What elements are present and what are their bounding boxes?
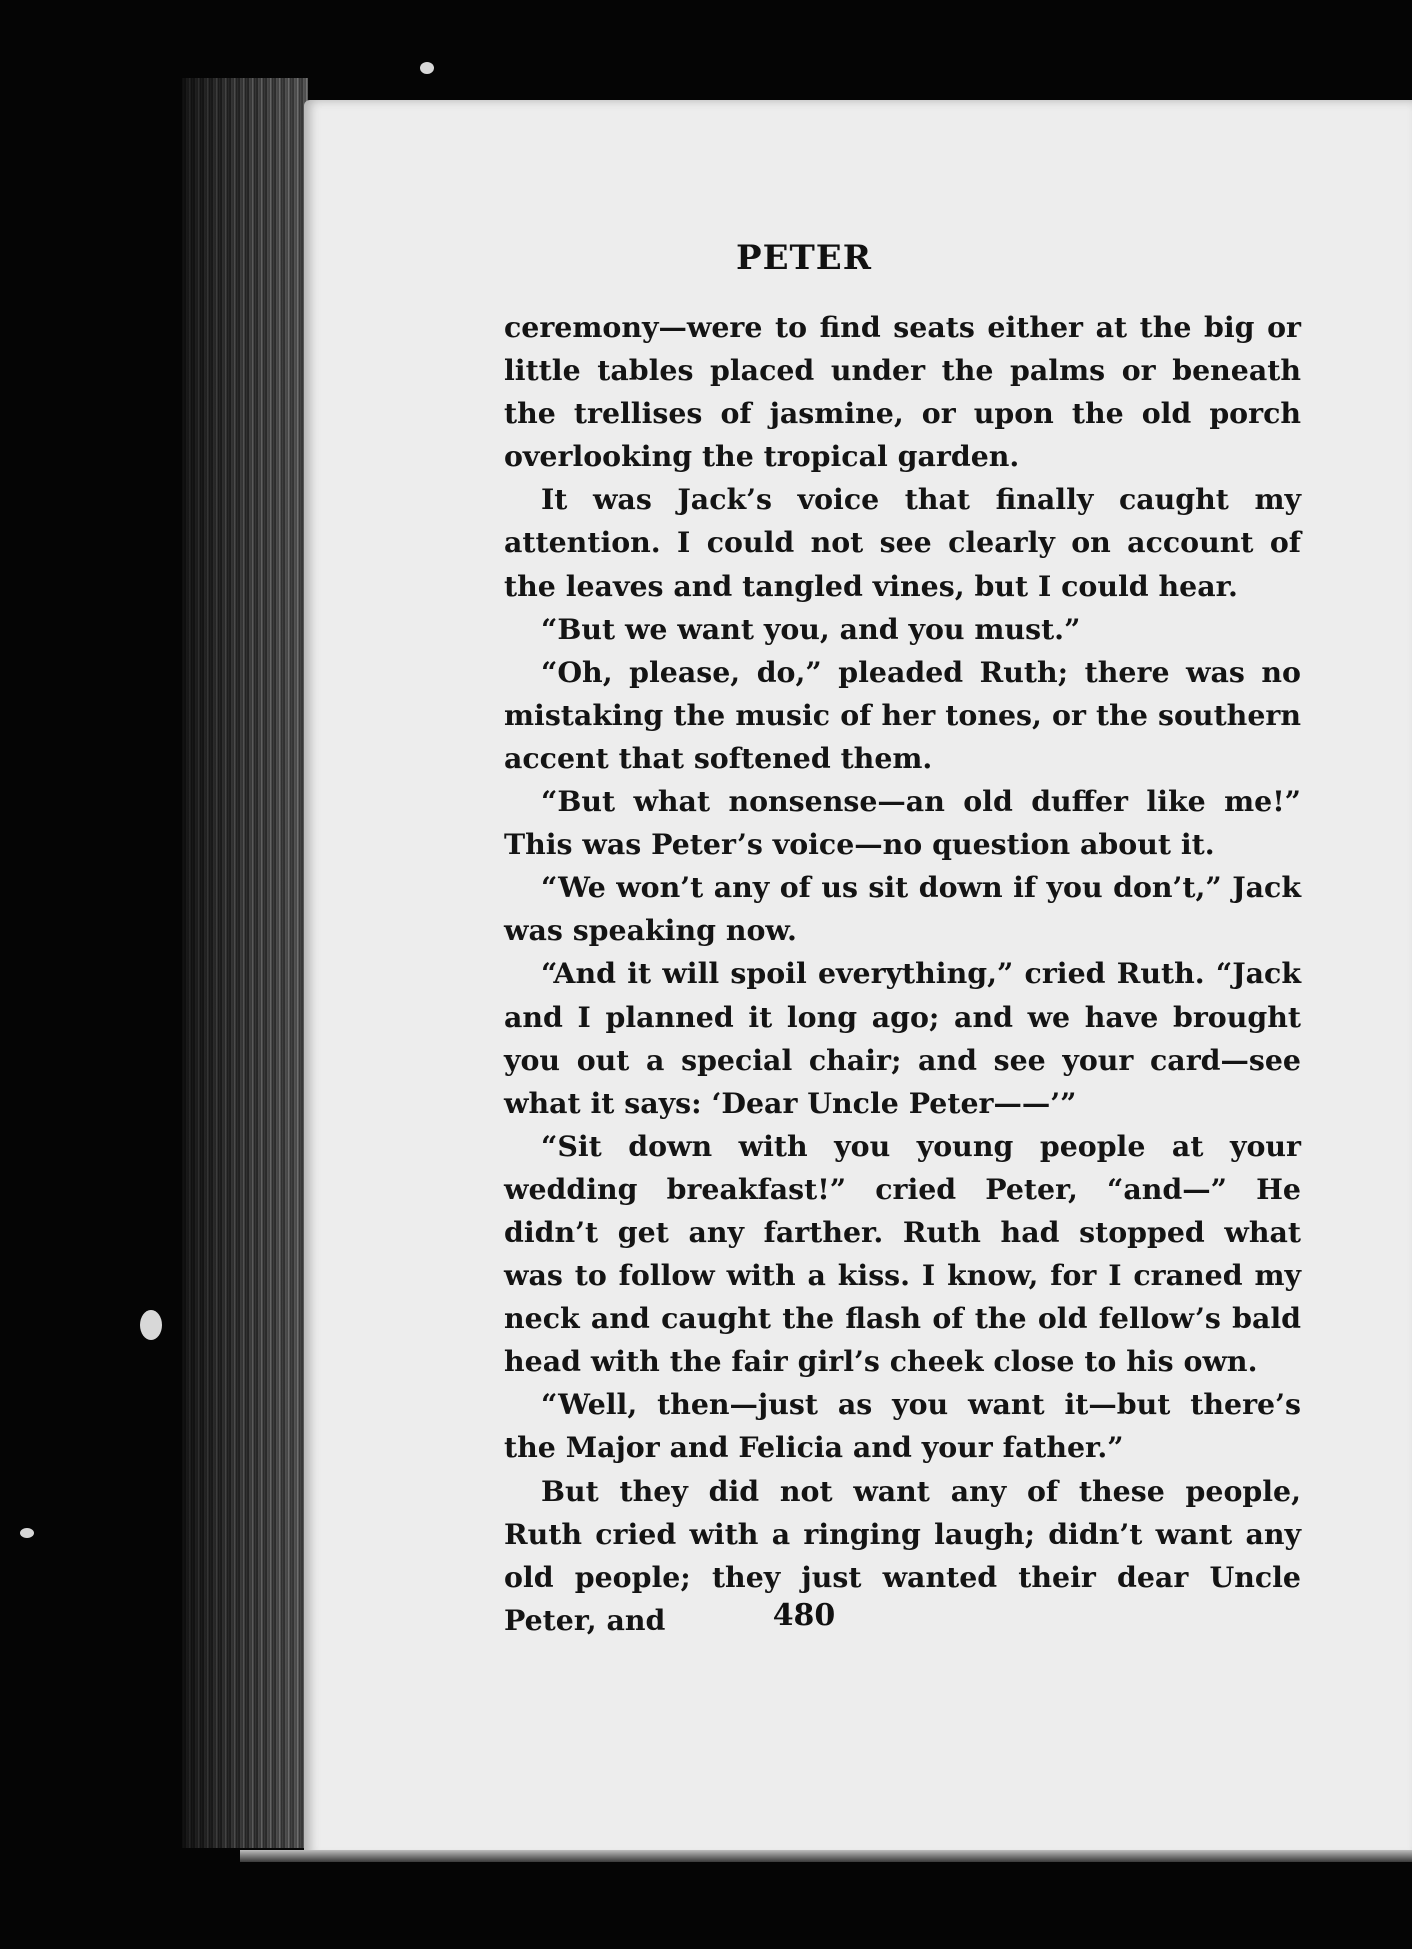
page-block-edge	[182, 78, 308, 1848]
page-bottom-edge	[240, 1850, 1412, 1862]
scan-speck	[420, 62, 434, 74]
paragraph: “Oh, please, do,” pleaded Ruth; there was no mistaking the music of her tones, or the southern accent that softened them.	[504, 654, 1301, 775]
paragraph: “Well, then—just as you want it—but there’s the Major and Felicia and your father.”	[504, 1387, 1301, 1465]
paragraph: ceremony—were to find seats either at the big or little tables placed under the palms or beneath the trellises of jasmine, or upon the old porch overlooking the tropical garden.	[504, 310, 1301, 474]
scan-speck	[140, 1310, 162, 1340]
paragraph: “Sit down with you young people at your wedding breakfast!” cried Peter, “and—” He didn’t get any farther. Ruth had stopped what was to follow with a kiss. I know, for I craned my neck and caught the flash of the old fellow’s bald head with the fair girl’s cheek close to his own.	[504, 1128, 1301, 1379]
running-head: PETER	[736, 238, 872, 278]
body-text	[504, 306, 1301, 1642]
paragraph: But they did not want any of these people, Ruth cried with a ringing laugh; didn’t want any old people; they just wanted their dear Uncle Peter, and	[504, 1473, 1301, 1637]
paragraph: “We won’t any of us sit down if you don’t,” Jack was speaking now.	[504, 870, 1301, 948]
page-number: 480	[772, 1598, 836, 1633]
paragraph: “But what nonsense—an old duffer like me!” This was Peter’s voice—no question about it.	[504, 784, 1301, 862]
scan-speck	[20, 1528, 34, 1538]
paragraph: “And it will spoil everything,” cried Ruth. “Jack and I planned it long ago; and we have brought you out a special chair; and see your card—see what it says: ‘Dear Uncle Peter——’”	[504, 956, 1301, 1120]
paragraph: It was Jack’s voice that finally caught my attention. I could not see clearly on account of the leaves and tangled vines, but I could hear.	[504, 482, 1301, 603]
paragraph: “But we want you, and you must.”	[541, 611, 1081, 646]
